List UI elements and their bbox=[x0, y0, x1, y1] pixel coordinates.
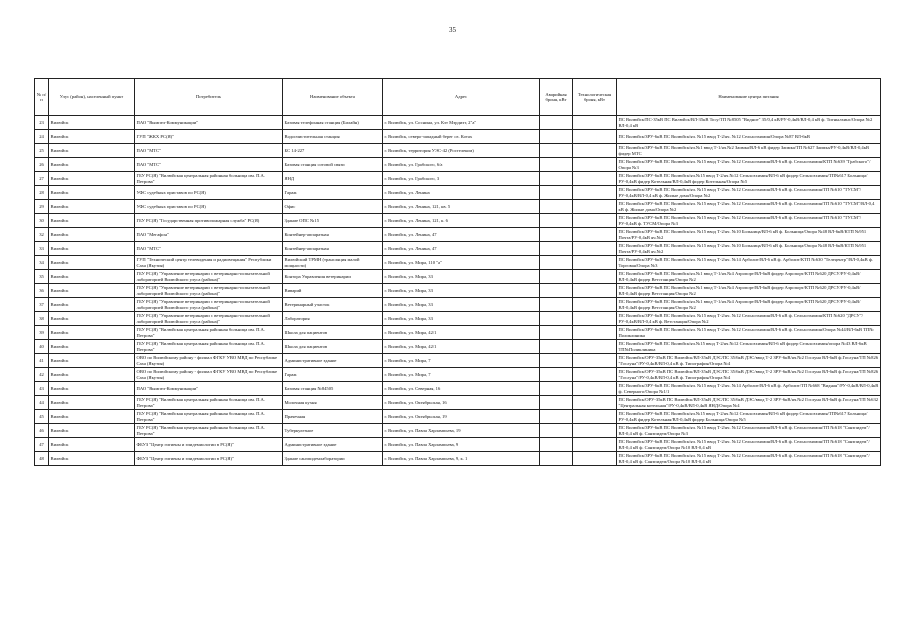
place-cell: Вилюйск bbox=[49, 200, 135, 214]
technological-reserve-cell bbox=[573, 172, 617, 186]
table-row bbox=[35, 172, 881, 186]
emergency-reserve-cell bbox=[540, 424, 573, 438]
power-center-cell: ПС Вилюйск/ЗРУ-6кВ ПС Вилюйск/яч. №15 ввод Т-2/яч. №10 Больница/ВЛ-6 кВ ф. Больница/Опора №48 ВЛ-6кВ/КТП №951 Почта/РУ-0,4кВ яч.№2 bbox=[617, 228, 881, 242]
place-cell: Вилюйск bbox=[49, 144, 135, 158]
place-cell: Вилюйск bbox=[49, 256, 135, 270]
technological-reserve-cell bbox=[573, 130, 617, 144]
power-center-cell: ПС Вилюйск/ЗРУ-6кВ ПС Вилюйск/яч. №15 ввод Т-2/яч. №12 Сельхозхимия/ВЛ-6 кВ ф. Сельхозхимия/КТП №639 "Грабского"/Опора №3 bbox=[617, 158, 881, 172]
object-cell: Виварий bbox=[283, 284, 383, 298]
row-number: 38 bbox=[35, 312, 49, 326]
object-cell: Контора Управления ветеринарии bbox=[283, 270, 383, 284]
emergency-reserve-cell bbox=[540, 144, 573, 158]
place-cell: Вилюйск bbox=[49, 368, 135, 382]
place-cell: Вилюйск bbox=[49, 410, 135, 424]
row-number: 43 bbox=[35, 382, 49, 396]
consumer-cell: ПАО "Вымпел-Коммуникации" bbox=[135, 116, 283, 130]
consumer-cell: ГБУ РС(Я) "Управление ветеринарии с ветеринарно-испытательной лабораторией Вилюйского улуса (района)" bbox=[135, 298, 283, 312]
place-cell: Вилюйск bbox=[49, 158, 135, 172]
emergency-reserve-cell bbox=[540, 242, 573, 256]
header-consumer: Потребитель bbox=[135, 79, 283, 116]
row-number: 28 bbox=[35, 186, 49, 200]
address-cell: г. Вилюйск, ул. Мира, 110 "а" bbox=[383, 256, 540, 270]
address-cell: г. Вилюйск, ул. Ленина, 121, кв. 5 bbox=[383, 200, 540, 214]
power-center-cell: ПС Вилюйск/ЗРУ-6кВ ПС Вилюйск/яч. №15 ввод Т-2/яч. №12 Сельхозхимия/ВЛ-6 кВ ф. Сельхозхимия/ТП №610 "ТУСМ"/ВЛ-0,4 кВ ф. Жилые дома/Опора №2 bbox=[617, 200, 881, 214]
row-number: 24 bbox=[35, 130, 49, 144]
emergency-reserve-cell bbox=[540, 284, 573, 298]
place-cell: Вилюйск bbox=[49, 354, 135, 368]
header-technological-reserve: Технологическая броня, кВт bbox=[573, 79, 617, 116]
place-cell: Вилюйск bbox=[49, 396, 135, 410]
address-cell: г. Вилюйск, ул. Павла Харлампьева, 19 bbox=[383, 424, 540, 438]
object-cell: ЯНД bbox=[283, 172, 383, 186]
object-cell: Базовая станция сотовой связи bbox=[283, 158, 383, 172]
power-center-cell: ПС Вилюйск/ПС-35кВ ПС Вилюйск/ВЛ-35кВ Тосу/ТП №8505 "Видное" 35/0,4 кВ/РУ-0,4кВ/ВЛ-0,4 кВ ф. Тигнылхинс/Опора №2 ВЛ-0,4 кВ bbox=[617, 116, 881, 130]
consumer-cell: ГБУ РС(Я) "Вилюйская центральная районная больница им. П.А. Петрова" bbox=[135, 172, 283, 186]
place-cell: Вилюйск bbox=[49, 228, 135, 242]
object-cell: Офис bbox=[283, 200, 383, 214]
consumer-cell: ГУП "Технический центр телевидения и радиовещания" Республики Саха (Якутия) bbox=[135, 256, 283, 270]
table-row bbox=[35, 382, 881, 396]
emergency-reserve-cell bbox=[540, 228, 573, 242]
address-cell: г. Вилюйск, ул. Мира, 33 bbox=[383, 312, 540, 326]
address-cell: г. Вилюйск, ул. Октябрьская, 16 bbox=[383, 396, 540, 410]
power-center-cell: ПС Вилюйск/ЗРУ-6кВ ПС Вилюйск/яч. №15 ввод Т-2/яч. №12 Сельхозхимия/ВЛ-6 кВ ф. Сельхозхимия/ТП №610 "ТУСМ"/РУ-0,4кВ/ВЛ-0,4 кВ ф. Жилые дома/Опора №2 bbox=[617, 186, 881, 200]
table-row bbox=[35, 340, 881, 354]
place-cell: Вилюйск bbox=[49, 424, 135, 438]
table-row bbox=[35, 256, 881, 270]
consumer-cell: ГБУ РС(Я) "Вилюйская центральная районная больница им. П.А. Петрова" bbox=[135, 424, 283, 438]
emergency-reserve-cell bbox=[540, 396, 573, 410]
consumer-cell: ГБУ РС(Я) "Управление ветеринарии с ветеринарно-испытательной лабораторией Вилюйского улуса (района)" bbox=[135, 312, 283, 326]
object-cell: Базовая телефонная станция (Билайн) bbox=[283, 116, 383, 130]
row-number: 33 bbox=[35, 242, 49, 256]
place-cell: Вилюйск bbox=[49, 172, 135, 186]
row-number: 23 bbox=[35, 116, 49, 130]
consumer-cell: ОВО по Вилюйскому району - филиал ФГКУ УВО МВД по Республике Саха (Якутия) bbox=[135, 368, 283, 382]
emergency-reserve-cell bbox=[540, 256, 573, 270]
emergency-reserve-cell bbox=[540, 368, 573, 382]
table-row bbox=[35, 354, 881, 368]
technological-reserve-cell bbox=[573, 144, 617, 158]
place-cell: Вилюйск bbox=[49, 452, 135, 466]
object-cell: Вилюйский ТРМН (трансляция малой мощности) bbox=[283, 256, 383, 270]
table-row bbox=[35, 270, 881, 284]
consumer-cell: ГБУ РС(Я) "Вилюйская центральная районная больница им. П.А. Петрова" bbox=[135, 326, 283, 340]
table-row bbox=[35, 298, 881, 312]
consumer-cell: ПАО "Мегафон" bbox=[135, 228, 283, 242]
technological-reserve-cell bbox=[573, 340, 617, 354]
row-number: 40 bbox=[35, 340, 49, 354]
row-number: 42 bbox=[35, 368, 49, 382]
row-number: 26 bbox=[35, 158, 49, 172]
row-number: 29 bbox=[35, 200, 49, 214]
place-cell: Вилюйск bbox=[49, 326, 135, 340]
emergency-reserve-cell bbox=[540, 116, 573, 130]
power-center-cell: ПС Вилюйск/ЗРУ-6кВ ПС Вилюйск/яч. №15 ввод Т-2/яч. №12 Сельхозхимия/ВЛ-6 кВ ф. Сельхозхимия/КТП №620 "ДРСУ"/РУ-0,4кВ/ВЛ-0,4 кВ ф. Ветстанция/Опора №2 bbox=[617, 312, 881, 326]
address-cell: г. Вилюйск, северо-западный берег оз. Котах bbox=[383, 130, 540, 144]
object-cell: Ветеринарный участок bbox=[283, 298, 383, 312]
row-number: 41 bbox=[35, 354, 49, 368]
power-center-cell: ПС Вилюйск/ЗРУ-6кВ ПС Вилюйск/яч.№15 ввод Т-2/яч.№12 Сельхозхимия/ВЛ-6 кВ фидер Сельхозхимия/опора №43 ВЛ-6кВ ТП№Поликлиника bbox=[617, 340, 881, 354]
consumer-cell: ФБУЗ "Центр гигиены и эпидемиологии в РС(Я)" bbox=[135, 438, 283, 452]
emergency-reserve-cell bbox=[540, 438, 573, 452]
place-cell: Вилюйск bbox=[49, 186, 135, 200]
power-center-cell: ПС Вилюйск/ЗРУ-6кВ ПС Вилюйск/яч.№15 ввод Т-2/яч.№12 Сельхозхимия/ВЛ-6 кВ фидер Сельхозхимия/ТП№617 Больница/РУ-0,4кВ фидер Котельная/ВЛ-0,4кВ фидер Больница/Опора №5 bbox=[617, 410, 881, 424]
consumer-cell: ОВО по Вилюйскому району - филиал ФГКУ УВО МВД по Республике Саха (Якутия) bbox=[135, 354, 283, 368]
row-number: 34 bbox=[35, 256, 49, 270]
table-row bbox=[35, 186, 881, 200]
consumer-cell: ГБУ РС(Я) "Управление ветеринарии с ветеринарно-испытательной лабораторией Вилюйского улуса (района)" bbox=[135, 270, 283, 284]
address-cell: г. Вилюйск, ул. Грабского, 6/а bbox=[383, 158, 540, 172]
place-cell: Вилюйск bbox=[49, 438, 135, 452]
technological-reserve-cell bbox=[573, 284, 617, 298]
emergency-reserve-cell bbox=[540, 172, 573, 186]
place-cell: Вилюйск bbox=[49, 130, 135, 144]
power-center-cell: ПС Вилюйск/ЗРУ-6кВ ПС Вилюйск/яч. №15 ввод Т-2/яч. №14 Арболит/ВЛ-6 кВ ф. Арболит/КТП №630 "Телецентр"/ВЛ-0,4кВ ф. Торговая/Опора №3 bbox=[617, 256, 881, 270]
object-cell: Административное здание bbox=[283, 354, 383, 368]
address-cell: г. Вилюйск, ул. Мира, 42/1 bbox=[383, 340, 540, 354]
row-number: 30 bbox=[35, 214, 49, 228]
row-number: 25 bbox=[35, 144, 49, 158]
emergency-reserve-cell bbox=[540, 326, 573, 340]
power-center-cell: ПС Вилюйск/ЗРУ-6кВ ПС Вилюйск/яч. №15 ввод Т-2/яч. №12 Сельхозхимия/ВЛ-6 кВ ф. Сельхозхимия/ТП №610 "ТУСМ"/РУ-0,4кВ ф. ТУСМ/Опора №3 bbox=[617, 214, 881, 228]
place-cell: Вилюйск bbox=[49, 284, 135, 298]
consumer-cell: ГУП "ЖКХ РС(Я)" bbox=[135, 130, 283, 144]
place-cell: Вилюйск bbox=[49, 214, 135, 228]
table-header-row bbox=[35, 79, 881, 116]
emergency-reserve-cell bbox=[540, 130, 573, 144]
place-cell: Вилюйск bbox=[49, 382, 135, 396]
header-power-center: Наименование центра питания bbox=[617, 79, 881, 116]
header-emergency-reserve: Аварийная броня, кВт bbox=[540, 79, 573, 116]
row-number: 27 bbox=[35, 172, 49, 186]
consumer-cell: УФС судебных приставов по РС(Я) bbox=[135, 200, 283, 214]
address-cell: г. Вилюйск, ул. Мира, 7 bbox=[383, 368, 540, 382]
power-center-cell: ПС Вилюйск/ЗРУ-6кВ ПС Вилюйск/яч. №15 ввод Т-2/яч. №12 Сельхозхимия/ВЛ-6 кВ ф. Сельхозхимия/ТП №618 "Санэпидем"/ВЛ-0,4 кВ ф. Санэпидем/Опора №10 ВЛ-0,4 кВ bbox=[617, 438, 881, 452]
address-cell: г. Вилюйск, ул. Ленина, 47 bbox=[383, 242, 540, 256]
technological-reserve-cell bbox=[573, 242, 617, 256]
table-row bbox=[35, 144, 881, 158]
emergency-reserve-cell bbox=[540, 200, 573, 214]
row-number: 37 bbox=[35, 298, 49, 312]
power-center-cell: ПС Вилюйск/ЗРУ-6кВ ПС Вилюйск/яч. №15 ввод Т-2/яч. №12 Сельхозхимия/ВЛ-6 кВ ф. Сельхозхимия/ТП №618 "Санэпидем"/ВЛ-0,4 кВ ф. Санэпидем/Опора №3 bbox=[617, 424, 881, 438]
consumer-cell: ПАО "Вымпел-Коммуникации" bbox=[135, 382, 283, 396]
object-cell: Базовая станция №84505 bbox=[283, 382, 383, 396]
object-cell: Водоочистительная станция bbox=[283, 130, 383, 144]
table-row bbox=[35, 368, 881, 382]
power-center-cell: ПС Вилюйск/ЗРУ-6кВ ПС Вилюйск/яч.№15 ввод Т-2/яч.№12 Сельхозхимия/ВЛ-6 кВ фидер Сельхозхимия/ТП№617 Больница/РУ-0,4кВ фидер Котельная/ВЛ-0,4кВ фидер Котельная/Опора №5 bbox=[617, 172, 881, 186]
table-row bbox=[35, 284, 881, 298]
object-cell: Здание санэпидемлаборатории bbox=[283, 452, 383, 466]
table-row bbox=[35, 200, 881, 214]
table-row bbox=[35, 410, 881, 424]
table-row bbox=[35, 424, 881, 438]
row-number: 46 bbox=[35, 424, 49, 438]
place-cell: Вилюйск bbox=[49, 270, 135, 284]
row-number: 44 bbox=[35, 396, 49, 410]
table-row bbox=[35, 130, 881, 144]
address-cell: г. Вилюйск, ул. Мира, 33 bbox=[383, 270, 540, 284]
page-number: 35 bbox=[449, 26, 456, 34]
consumer-cell: ГБУ РС(Я) "Государственная противопожарная служба" РС(Я) bbox=[135, 214, 283, 228]
address-cell: г. Вилюйск, ул. Северная, 16 bbox=[383, 382, 540, 396]
object-cell: Контейнер-аппаратная bbox=[283, 242, 383, 256]
table-row bbox=[35, 214, 881, 228]
place-cell: Вилюйск bbox=[49, 298, 135, 312]
emergency-reserve-cell bbox=[540, 186, 573, 200]
address-cell: г. Вилюйск, ул. Октябрьская, 19 bbox=[383, 410, 540, 424]
object-cell: Административное здание bbox=[283, 438, 383, 452]
object-cell: Молочная кухня bbox=[283, 396, 383, 410]
power-center-cell: ПС Вилюйск/ЗРУ-6кВ ПС Вилюйск/яч.№1 ввод Т-1/яч.№4 Аэропорт/ВЛ-6кВ фидер Аэропорт/КТП №620 ДРСУ/РУ-0,4кВ/ВЛ-0,4кВ фидер Ветстанция/Опора №2 bbox=[617, 298, 881, 312]
place-cell: Вилюйск bbox=[49, 242, 135, 256]
consumer-cell: ПАО "МТС" bbox=[135, 144, 283, 158]
emergency-reserve-cell bbox=[540, 382, 573, 396]
header-place: Улус (район), населенный пункт bbox=[49, 79, 135, 116]
emergency-reserve-cell bbox=[540, 298, 573, 312]
row-number: 39 bbox=[35, 326, 49, 340]
consumer-cell: ГБУ РС(Я) "Вилюйская центральная районная больница им. П.А. Петрова" bbox=[135, 396, 283, 410]
technological-reserve-cell bbox=[573, 200, 617, 214]
consumer-cell: ПАО "МТС" bbox=[135, 242, 283, 256]
row-number: 48 bbox=[35, 452, 49, 466]
technological-reserve-cell bbox=[573, 410, 617, 424]
address-cell: г. Вилюйск, ул. Мира, 7 bbox=[383, 354, 540, 368]
emergency-reserve-cell bbox=[540, 340, 573, 354]
technological-reserve-cell bbox=[573, 452, 617, 466]
technological-reserve-cell bbox=[573, 214, 617, 228]
power-center-cell: ПС Вилюйск/ОРУ-35кВ ПС Вилюйск/ВЛ-35кВ ДЭС/ПС 35/6кВ ДЭС/ввод Т-2 ЗРУ-6кВ/яч.№2 Гослуна ВЛ-6кВ ф.Гослуна/ТП №826 "Гослуна"/РУ-0,4кВ/ВЛ-0,4 кВ ф. Типография/Опора №4 bbox=[617, 368, 881, 382]
address-cell: г. Вилюйск, ул. Ленина, 121, к. 6 bbox=[383, 214, 540, 228]
object-cell: Прачечная bbox=[283, 410, 383, 424]
technological-reserve-cell bbox=[573, 438, 617, 452]
table-row bbox=[35, 326, 881, 340]
object-cell: Здание ОПС №15 bbox=[283, 214, 383, 228]
technological-reserve-cell bbox=[573, 382, 617, 396]
power-center-cell: ПС Вилюйск/ОРУ-35кВ ПС Вилюйск/ВЛ-35кВ ДЭС/ПС 35/6кВ ДЭС/ввод Т-2 ЗРУ-6кВ/яч.№2 Гослуна ВЛ-6кВ ф.Гослуна/ТП №826 "Гослуна"/РУ-0,4кВ/ВЛ-0,4 кВ ф. Типография/Опора №4 bbox=[617, 354, 881, 368]
object-cell: Контейнер-аппаратная bbox=[283, 228, 383, 242]
emergency-reserve-cell bbox=[540, 354, 573, 368]
consumer-cell: ГБУ РС(Я) "Вилюйская центральная районная больница им. П.А. Петрова" bbox=[135, 410, 283, 424]
power-center-cell: ПС Вилюйск/ОРУ-35кВ ПС Вилюйск/ВЛ-35кВ ДЭС/ПС 35/6кВ ДЭС/ввод Т-2 ЗРУ-6кВ/яч.№2 Гослуна ВЛ-6кВ ф.Гослуна/ТП №632 "Центральная котельная"/РУ-0,4кВ/ВЛ-0,4кВ ЯНД/Опора №4 bbox=[617, 396, 881, 410]
power-center-cell: ПС Вилюйск/ЗРУ-6кВ ПС Вилюйск/яч.№1 ввод Т-1/яч.№4 Аэропорт/ВЛ-6кВ фидер Аэропорт/КТП №620 ДРСУ/РУ-0,4кВ/ВЛ-0,4кВ фидер Ветстанция/Опора №2 bbox=[617, 284, 881, 298]
object-cell: Гараж bbox=[283, 186, 383, 200]
power-center-cell: ПС Вилюйск/ЗРУ-6кВ ПС Вилюйск/яч. №15 ввод Т-2/яч. №14 Арболит/ВЛ-6 кВ ф. Арболит/ТП №668 "Видная"/РУ-0,4кВ/ВЛ-0,4кВ ф. Северного/Опора №1/1 bbox=[617, 382, 881, 396]
place-cell: Вилюйск bbox=[49, 116, 135, 130]
power-center-cell: ПС Вилюйск/ЗРУ-6кВ ПС Вилюйск/яч.№1 ввод Т-1/яч.№2 Заимка/ВЛ-6 кВ фидер Заимка/ТП №627 Заимка/РУ-0,4кВ/ВЛ-0,4кВ фидер МТС bbox=[617, 144, 881, 158]
row-number: 45 bbox=[35, 410, 49, 424]
technological-reserve-cell bbox=[573, 312, 617, 326]
address-cell: г. Вилюйск, ул. Павла Харлампьева, 9, к. 1 bbox=[383, 452, 540, 466]
power-center-cell: ПС Вилюйск/ЗРУ-6кВ ПС Вилюйск/яч. №15 ввод Т-2/яч. №12 Сельхозхимия/ВЛ-6 кВ ф. Сельхозхимия/Опора №44/ВЛ-6кВ ТП№ Поликлиника bbox=[617, 326, 881, 340]
object-cell: Школа для пациентов bbox=[283, 340, 383, 354]
row-number: 47 bbox=[35, 438, 49, 452]
technological-reserve-cell bbox=[573, 424, 617, 438]
header-address: Адрес bbox=[383, 79, 540, 116]
emergency-reserve-cell bbox=[540, 410, 573, 424]
technological-reserve-cell bbox=[573, 228, 617, 242]
place-cell: Вилюйск bbox=[49, 340, 135, 354]
power-center-cell: ПС Вилюйск/ЗРУ-6кВ ПС Вилюйск/яч. №15 ввод Т-2/яч. №10 Больница/ВЛ-6 кВ ф. Больница/Опора №48 ВЛ-6кВ/КТП №951 Почта/РУ-0,4кВ яч.№2 bbox=[617, 242, 881, 256]
object-cell: Школа для пациентов bbox=[283, 326, 383, 340]
address-cell: г. Вилюйск, ул. Ленина bbox=[383, 186, 540, 200]
header-number: № п/п bbox=[35, 79, 49, 116]
object-cell: Лаборатория bbox=[283, 312, 383, 326]
address-cell: г. Вилюйск, ул. Мира, 33 bbox=[383, 298, 540, 312]
consumer-cell: ГБУ РС(Я) "Управление ветеринарии с ветеринарно-испытательной лабораторией Вилюйского улуса (района)" bbox=[135, 284, 283, 298]
row-number: 35 bbox=[35, 270, 49, 284]
address-cell: г. Вилюйск, ул. Мира, 42/1 bbox=[383, 326, 540, 340]
technological-reserve-cell bbox=[573, 396, 617, 410]
technological-reserve-cell bbox=[573, 270, 617, 284]
consumer-cell: ФБУЗ "Центр гигиены и эпидемиологии в РС(Я)" bbox=[135, 452, 283, 466]
table-row bbox=[35, 438, 881, 452]
address-cell: г. Вилюйск, ул. Соснина, ул. Кэт Мэрдиэт, 2"а" bbox=[383, 116, 540, 130]
technological-reserve-cell bbox=[573, 326, 617, 340]
power-center-cell: ПС Вилюйск/ЗРУ-6кВ ПС Вилюйск/яч. №15 ввод Т-2/яч. №12 Сельхозхимия/ВЛ-6 кВ ф. Сельхозхимия/ТП №618 "Санэпидем"/ВЛ-0,4 кВ ф. Санэпидем/Опора №10 ВЛ-0,4 кВ bbox=[617, 452, 881, 466]
table-row bbox=[35, 158, 881, 172]
power-reserve-table bbox=[34, 78, 881, 466]
emergency-reserve-cell bbox=[540, 214, 573, 228]
place-cell: Вилюйск bbox=[49, 312, 135, 326]
header-object: Наименование объекта bbox=[283, 79, 383, 116]
consumer-cell: ГБУ РС(Я) "Вилюйская центральная районная больница им. П.А. Петрова" bbox=[135, 340, 283, 354]
object-cell: Туберкулезное bbox=[283, 424, 383, 438]
object-cell: Гараж bbox=[283, 368, 383, 382]
address-cell: г. Вилюйск, ул. Грабского, 3 bbox=[383, 172, 540, 186]
technological-reserve-cell bbox=[573, 354, 617, 368]
power-center-cell: ПС Вилюйск/ЗРУ-6кВ ПС Вилюйск/яч. №15 ввод Т-2/яч. №12 Сельхозхимия/Опора №87 ВЛ-6кВ bbox=[617, 130, 881, 144]
table-row bbox=[35, 312, 881, 326]
address-cell: г. Вилюйск, территория УЭС-42 (Ростелеком) bbox=[383, 144, 540, 158]
table-row bbox=[35, 242, 881, 256]
technological-reserve-cell bbox=[573, 116, 617, 130]
emergency-reserve-cell bbox=[540, 158, 573, 172]
technological-reserve-cell bbox=[573, 298, 617, 312]
technological-reserve-cell bbox=[573, 186, 617, 200]
emergency-reserve-cell bbox=[540, 452, 573, 466]
address-cell: г. Вилюйск, ул. Ленина, 47 bbox=[383, 228, 540, 242]
table-row bbox=[35, 116, 881, 130]
technological-reserve-cell bbox=[573, 158, 617, 172]
power-center-cell: ПС Вилюйск/ЗРУ-6кВ ПС Вилюйск/яч.№1 ввод Т-1/яч.№4 Аэропорт/ВЛ-6кВ фидер Аэропорт/КТП №620 ДРСУ/РУ-0,4кВ/ВЛ-0,4кВ фидер Ветстанция/Опора №2 bbox=[617, 270, 881, 284]
table-row bbox=[35, 452, 881, 466]
consumer-cell: УФС судебных приставов по РС(Я) bbox=[135, 186, 283, 200]
object-cell: БС 14-227 bbox=[283, 144, 383, 158]
row-number: 32 bbox=[35, 228, 49, 242]
address-cell: г. Вилюйск, ул. Павла Харлампьева, 9 bbox=[383, 438, 540, 452]
table-row bbox=[35, 228, 881, 242]
row-number: 36 bbox=[35, 284, 49, 298]
emergency-reserve-cell bbox=[540, 312, 573, 326]
table-row bbox=[35, 396, 881, 410]
address-cell: г. Вилюйск, ул. Мира, 33 bbox=[383, 284, 540, 298]
technological-reserve-cell bbox=[573, 368, 617, 382]
consumer-cell: ПАО "МТС" bbox=[135, 158, 283, 172]
emergency-reserve-cell bbox=[540, 270, 573, 284]
technological-reserve-cell bbox=[573, 256, 617, 270]
